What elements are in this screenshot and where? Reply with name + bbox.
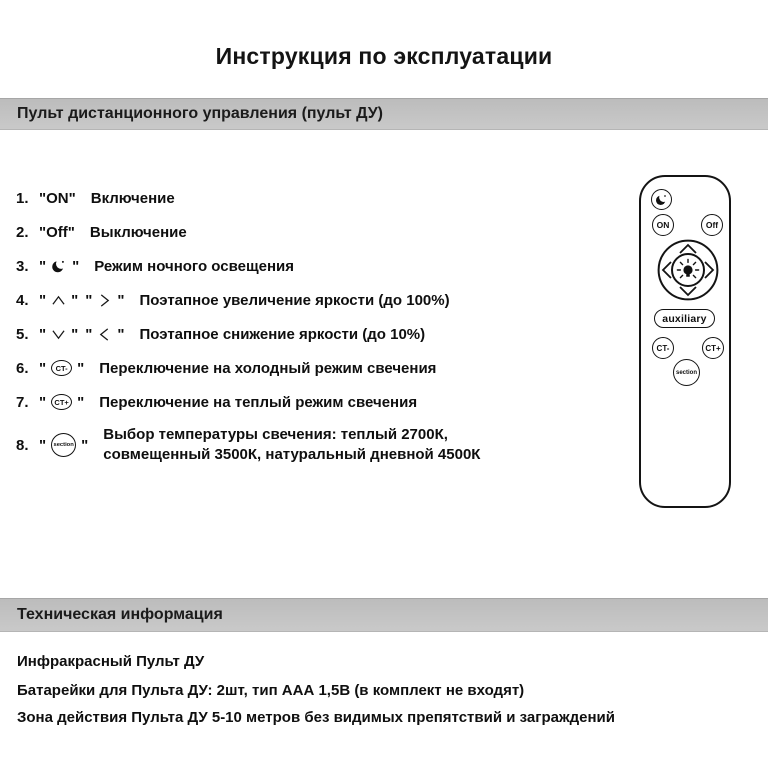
instruction-token: " Off " <box>39 223 75 241</box>
instruction-token: " CT- " <box>39 359 85 377</box>
instruction-item-number: 8. <box>16 436 29 454</box>
instruction-item-number: 2. <box>16 223 29 241</box>
instruction-token: " section " <box>39 433 88 457</box>
button-name-text: ON <box>46 189 69 207</box>
instruction-text: Поэтапное снижение яркости (до 10%) <box>139 325 426 343</box>
dpad-right-arrow-icon <box>705 262 713 278</box>
section-header-remote <box>0 98 768 130</box>
instruction-token: " CT+ " <box>39 393 85 411</box>
section-button <box>673 359 700 386</box>
instruction-token: " " <box>85 291 125 309</box>
instruction-text: Выключение <box>89 223 187 241</box>
instruction-item-number: 7. <box>16 393 29 411</box>
tech-info-line: Инфракрасный Пульт ДУ <box>17 653 205 670</box>
dpad-up-arrow-icon <box>680 245 696 253</box>
dpad-left-arrow-icon <box>663 262 671 278</box>
ct-plus-button-icon: CT+ <box>51 394 72 410</box>
section-header-remote-label: Пульт дистанционного управления (пульт ДУ) <box>17 105 383 122</box>
instruction-token: " " <box>39 257 80 275</box>
ct-minus-button <box>652 337 674 359</box>
instruction-item-number: 1. <box>16 189 29 207</box>
instruction-item <box>16 354 436 382</box>
on-button-label: ON <box>656 220 670 230</box>
off-button <box>701 214 723 236</box>
instruction-item-number: 5. <box>16 325 29 343</box>
auxiliary-button-label: auxiliary <box>662 312 707 325</box>
instruction-text: Переключение на холодный режим свечения <box>99 359 437 377</box>
instruction-token: " ON " <box>39 189 76 207</box>
bulb-icon <box>677 259 698 277</box>
section-button-label: section <box>675 369 697 376</box>
moon-icon <box>51 258 67 274</box>
chevron-up-icon <box>51 294 66 307</box>
instruction-token: " " <box>39 291 79 309</box>
page-title: Инструкция по эксплуатации <box>215 43 553 69</box>
instruction-item <box>16 184 175 212</box>
remote-illustration <box>639 175 731 508</box>
ct-minus-button-icon: CT- <box>51 360 72 376</box>
auxiliary-button <box>654 309 715 328</box>
instruction-item <box>16 252 294 280</box>
on-button <box>652 214 674 236</box>
ct-minus-button-label: CT- <box>656 343 670 353</box>
instruction-item <box>16 286 450 314</box>
instruction-text: Переключение на теплый режим свечения <box>99 393 418 411</box>
instruction-text: Включение <box>90 189 175 207</box>
instruction-token: " " <box>39 325 79 343</box>
chevron-left-icon <box>97 328 112 341</box>
ct-plus-button-label: CT+ <box>705 343 721 353</box>
instruction-text: Режим ночного освещения <box>94 257 295 275</box>
instruction-item-number: 4. <box>16 291 29 309</box>
instruction-item <box>16 218 187 246</box>
tech-info-line: Батарейки для Пульта ДУ: 2шт, тип ААА 1,5В (в комплект не входят) <box>17 682 525 699</box>
dpad-control <box>657 239 719 301</box>
night-mode-button <box>651 189 672 210</box>
instruction-text: Поэтапное увеличение яркости (до 100%) <box>139 291 450 309</box>
instruction-item-number: 3. <box>16 257 29 275</box>
instruction-token: " " <box>85 325 125 343</box>
section-button-icon: section <box>51 433 76 457</box>
instruction-item-number: 6. <box>16 359 29 377</box>
tech-info-line: Зона действия Пульта ДУ 5-10 метров без видимых препятствий и заграждений <box>17 709 615 726</box>
section-header-tech <box>0 598 768 632</box>
chevron-right-icon <box>97 294 112 307</box>
off-button-label: Off <box>705 220 719 230</box>
dpad-down-arrow-icon <box>680 287 696 295</box>
instruction-item <box>16 388 417 416</box>
instruction-item <box>16 320 425 348</box>
instruction-item <box>16 422 480 468</box>
button-name-text: Off <box>46 223 68 241</box>
chevron-down-icon <box>51 328 66 341</box>
moon-icon <box>654 192 669 207</box>
ct-plus-button <box>702 337 724 359</box>
section-header-tech-label: Техническая информация <box>17 606 223 623</box>
instruction-text: Выбор температуры свечения: теплый 2700К, совмещенный 3500К, натуральный дневной 4500К <box>103 426 481 463</box>
